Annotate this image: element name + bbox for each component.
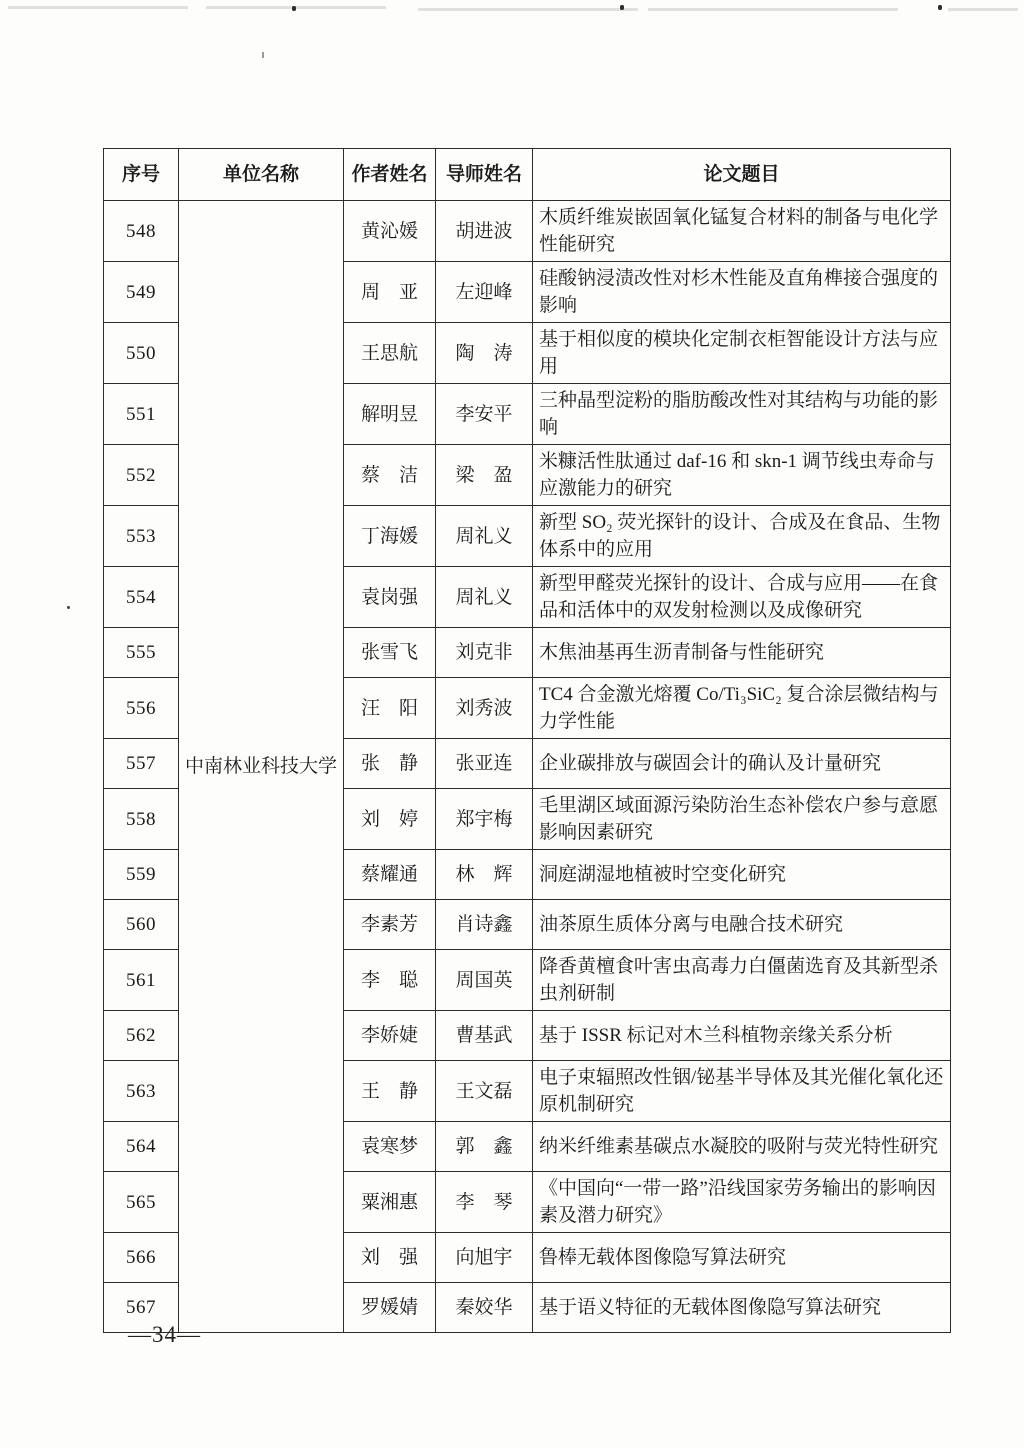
author-name: 解明昱 (344, 384, 436, 445)
thesis-list-table (103, 148, 951, 1333)
author-name: 粟湘惠 (344, 1172, 436, 1233)
supervisor-name: 周国英 (436, 950, 533, 1011)
col-header-no: 序号 (104, 149, 179, 201)
supervisor-name: 陶 涛 (436, 323, 533, 384)
supervisor-name: 张亚连 (436, 739, 533, 789)
thesis-title: 三种晶型淀粉的脂肪酸改性对其结构与功能的影响 (533, 384, 951, 445)
author-name: 周 亚 (344, 262, 436, 323)
page-number: —34— (128, 1322, 201, 1347)
row-number: 557 (104, 739, 179, 789)
supervisor-name: 左迎峰 (436, 262, 533, 323)
row-number: 553 (104, 506, 179, 567)
row-number: 551 (104, 384, 179, 445)
author-name: 刘 强 (344, 1233, 436, 1283)
col-header-title: 论文题目 (533, 149, 951, 201)
scan-noise-dot (292, 6, 296, 11)
scan-noise-line (948, 8, 1018, 11)
supervisor-name: 梁 盈 (436, 445, 533, 506)
scan-noise-line (206, 6, 386, 9)
thesis-title: 硅酸钠浸渍改性对杉木性能及直角榫接合强度的影响 (533, 262, 951, 323)
row-number: 552 (104, 445, 179, 506)
supervisor-name: 郑宇梅 (436, 789, 533, 850)
supervisor-name: 肖诗鑫 (436, 900, 533, 950)
unit-name-cell: 中南林业科技大学 (179, 201, 344, 1333)
author-name: 李 聪 (344, 950, 436, 1011)
thesis-title: 毛里湖区域面源污染防治生态补偿农户参与意愿影响因素研究 (533, 789, 951, 850)
author-name: 袁岗强 (344, 567, 436, 628)
author-name: 王 静 (344, 1061, 436, 1122)
author-name: 丁海媛 (344, 506, 436, 567)
supervisor-name: 向旭宇 (436, 1233, 533, 1283)
thesis-title: 新型 SO₂ 荧光探针的设计、合成及在食品、生物体系中的应用 (533, 506, 951, 567)
supervisor-name: 刘克非 (436, 628, 533, 678)
author-name: 黄沁媛 (344, 201, 436, 262)
row-number: 548 (104, 201, 179, 262)
thesis-title: 《中国向“一带一路”沿线国家劳务输出的影响因素及潜力研究》 (533, 1172, 951, 1233)
thesis-title: 基于语义特征的无载体图像隐写算法研究 (533, 1283, 951, 1333)
table-header-row (104, 149, 951, 201)
thesis-title: 基于 ISSR 标记对木兰科植物亲缘关系分析 (533, 1011, 951, 1061)
supervisor-name: 周礼义 (436, 567, 533, 628)
thesis-title: 纳米纤维素基碳点水凝胶的吸附与荧光特性研究 (533, 1122, 951, 1172)
scan-noise-line (648, 8, 898, 11)
row-number: 565 (104, 1172, 179, 1233)
supervisor-name: 刘秀波 (436, 678, 533, 739)
author-name: 罗媛婧 (344, 1283, 436, 1333)
supervisor-name: 曹基武 (436, 1011, 533, 1061)
col-header-author: 作者姓名 (344, 149, 436, 201)
author-name: 袁寒梦 (344, 1122, 436, 1172)
row-number: 562 (104, 1011, 179, 1061)
thesis-title: 降香黄檀食叶害虫高毒力白僵菌选育及其新型杀虫剂研制 (533, 950, 951, 1011)
author-name: 蔡耀通 (344, 850, 436, 900)
row-number: 563 (104, 1061, 179, 1122)
scan-noise-line (8, 6, 188, 9)
thesis-title: 鲁棒无载体图像隐写算法研究 (533, 1233, 951, 1283)
supervisor-name: 郭 鑫 (436, 1122, 533, 1172)
author-name: 张雪飞 (344, 628, 436, 678)
author-name: 汪 阳 (344, 678, 436, 739)
row-number: 567 (104, 1283, 179, 1333)
author-name: 李素芳 (344, 900, 436, 950)
row-number: 564 (104, 1122, 179, 1172)
row-number: 554 (104, 567, 179, 628)
author-name: 李娇婕 (344, 1011, 436, 1061)
scan-noise-line (418, 8, 638, 11)
thesis-title: 米糠活性肽通过 daf-16 和 skn-1 调节线虫寿命与应激能力的研究 (533, 445, 951, 506)
thesis-title: 木质纤维炭嵌固氧化锰复合材料的制备与电化学性能研究 (533, 201, 951, 262)
thesis-title: 基于相似度的模块化定制衣柜智能设计方法与应用 (533, 323, 951, 384)
col-header-unit: 单位名称 (179, 149, 344, 201)
author-name: 张 静 (344, 739, 436, 789)
supervisor-name: 胡进波 (436, 201, 533, 262)
author-name: 蔡 洁 (344, 445, 436, 506)
thesis-title: 木焦油基再生沥青制备与性能研究 (533, 628, 951, 678)
row-number: 558 (104, 789, 179, 850)
scan-noise-mark (262, 52, 264, 58)
scan-noise-dot (938, 5, 942, 10)
thesis-title: 企业碳排放与碳固会计的确认及计量研究 (533, 739, 951, 789)
col-header-supervisor: 导师姓名 (436, 149, 533, 201)
author-name: 王思航 (344, 323, 436, 384)
supervisor-name: 周礼义 (436, 506, 533, 567)
row-number: 550 (104, 323, 179, 384)
scan-noise-dot (620, 5, 624, 10)
table-row (104, 201, 951, 262)
thesis-title: 新型甲醛荧光探针的设计、合成与应用——在食品和活体中的双发射检测以及成像研究 (533, 567, 951, 628)
row-number: 559 (104, 850, 179, 900)
thesis-title: TC4 合金激光熔覆 Co/Ti₃SiC₂ 复合涂层微结构与力学性能 (533, 678, 951, 739)
supervisor-name: 李 琴 (436, 1172, 533, 1233)
supervisor-name: 王文磊 (436, 1061, 533, 1122)
thesis-title: 油茶原生质体分离与电融合技术研究 (533, 900, 951, 950)
row-number: 555 (104, 628, 179, 678)
supervisor-name: 李安平 (436, 384, 533, 445)
row-number: 566 (104, 1233, 179, 1283)
supervisor-name: 秦姣华 (436, 1283, 533, 1333)
author-name: 刘 婷 (344, 789, 436, 850)
thesis-title: 洞庭湖湿地植被时空变化研究 (533, 850, 951, 900)
thesis-title: 电子束辐照改性铟/铋基半导体及其光催化氧化还原机制研究 (533, 1061, 951, 1122)
row-number: 560 (104, 900, 179, 950)
scan-noise-dot (67, 606, 70, 609)
row-number: 549 (104, 262, 179, 323)
row-number: 556 (104, 678, 179, 739)
row-number: 561 (104, 950, 179, 1011)
supervisor-name: 林 辉 (436, 850, 533, 900)
